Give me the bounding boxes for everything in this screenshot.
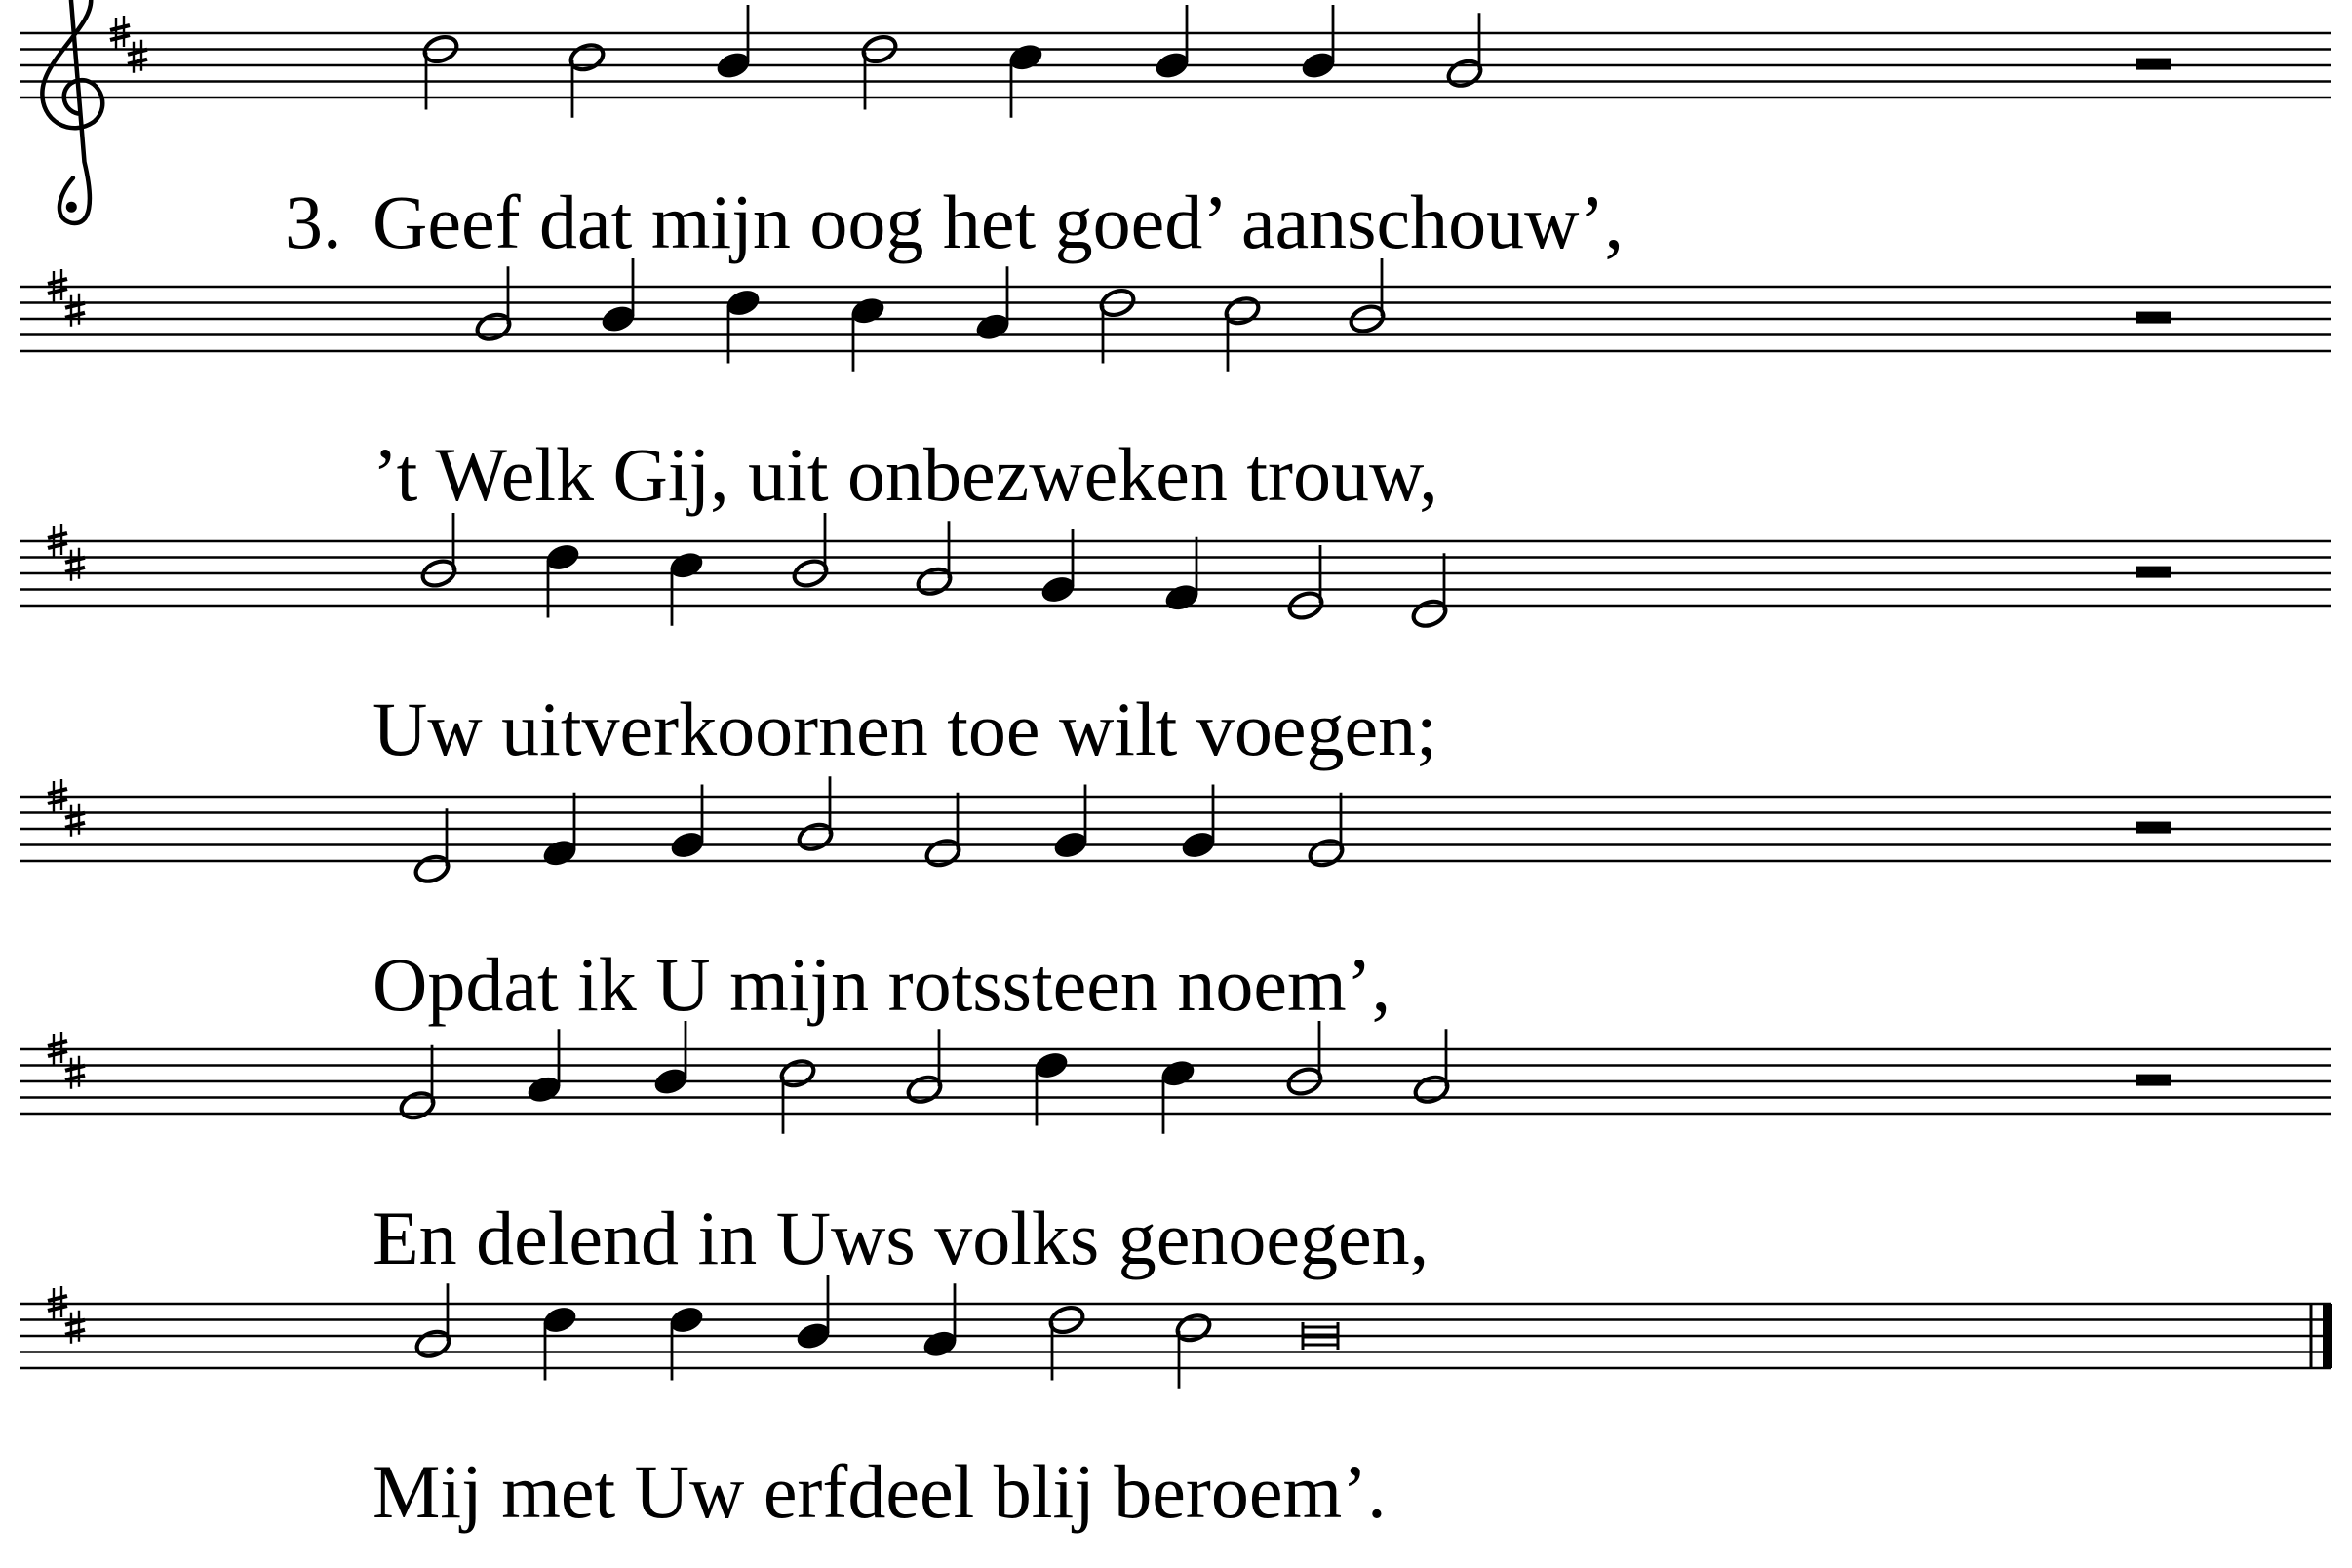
note bbox=[667, 549, 706, 626]
note bbox=[1158, 1057, 1197, 1134]
staff-system bbox=[20, 776, 2331, 1027]
note bbox=[651, 1021, 690, 1098]
lyric-line: Opdat ik U mijn rotssteen noem’, bbox=[372, 942, 1392, 1027]
note bbox=[1412, 1029, 1451, 1106]
staff-system bbox=[20, 1021, 2331, 1280]
lyric-line: ’t Welk Gij, uit onbezweken trouw, bbox=[372, 432, 1438, 517]
whole-rest bbox=[2136, 1075, 2171, 1086]
verse-number: 3. bbox=[285, 179, 342, 264]
staff-system bbox=[20, 0, 2331, 264]
note bbox=[1299, 5, 1338, 82]
lyric-line: Mij met Uw erfdeel blij beroem’. bbox=[372, 1449, 1387, 1534]
note bbox=[794, 1275, 833, 1352]
note bbox=[540, 793, 579, 870]
lyric-line: Geef dat mijn oog het goed’ aanschouw’, bbox=[372, 179, 1624, 264]
note bbox=[791, 513, 830, 590]
lyric-line: Uw uitverkoornen toe wilt voegen; bbox=[372, 686, 1437, 771]
note bbox=[419, 513, 458, 590]
note bbox=[1303, 1322, 1338, 1350]
note bbox=[848, 294, 887, 372]
note bbox=[413, 1283, 452, 1360]
staff-system bbox=[20, 1275, 2332, 1534]
note bbox=[474, 266, 513, 343]
note bbox=[778, 1057, 817, 1134]
whole-rest bbox=[2136, 59, 2171, 70]
note bbox=[525, 1029, 564, 1106]
note bbox=[1174, 1312, 1213, 1389]
note bbox=[921, 1283, 960, 1360]
note bbox=[1285, 1021, 1324, 1098]
whole-rest bbox=[2136, 567, 2171, 578]
note bbox=[1307, 793, 1346, 870]
whole-rest bbox=[2136, 822, 2171, 834]
note bbox=[599, 258, 638, 335]
staff-system bbox=[20, 258, 2331, 517]
note bbox=[796, 776, 835, 853]
note bbox=[915, 521, 954, 598]
lyric-line: En delend in Uws volks genoegen, bbox=[372, 1196, 1430, 1280]
note bbox=[973, 266, 1012, 343]
note bbox=[1445, 13, 1484, 90]
note bbox=[1223, 294, 1262, 372]
whole-rest bbox=[2136, 312, 2171, 324]
note bbox=[398, 1045, 437, 1122]
note bbox=[1348, 258, 1387, 335]
final-barline bbox=[2323, 1304, 2332, 1368]
note bbox=[1410, 553, 1449, 630]
note bbox=[412, 808, 451, 885]
note bbox=[568, 41, 607, 118]
note bbox=[923, 793, 962, 870]
note bbox=[1006, 41, 1045, 118]
note bbox=[1153, 5, 1192, 82]
note bbox=[905, 1029, 944, 1106]
staff-system bbox=[20, 513, 2331, 771]
note bbox=[1162, 537, 1201, 614]
note bbox=[714, 5, 753, 82]
